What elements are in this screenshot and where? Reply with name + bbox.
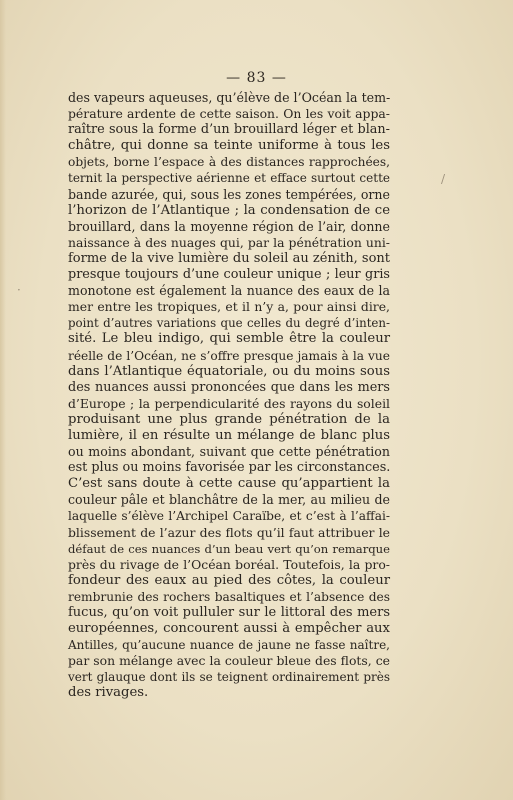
text-line: produisant une plus grande pénétration de la [68, 411, 390, 427]
margin-mark: / [441, 172, 446, 186]
text-line: européennes, concourent aussi à empêcher aux [68, 621, 390, 637]
text-line: monotone est également la nuance des eaux de la [68, 283, 390, 299]
text-line: brouillard, dans la moyenne région de l’air, donne [68, 218, 390, 234]
text-line: raître sous la forme d’un brouillard léger et blan- [68, 122, 390, 138]
text-line: Antilles, qu’aucune nuance de jaune ne fasse naître, [68, 638, 390, 653]
text-line: rembrunie des rochers basaltiques et l’absence des [68, 589, 390, 604]
text-line: vert glauque dont ils se teignent ordinairement près [68, 670, 390, 685]
text-line: ternit la perspective aérienne et efface surtout cette [68, 171, 390, 186]
text-line: pérature ardente de cette saison. On les voit appa- [68, 106, 390, 122]
text-line: châtre, qui donne sa teinte uniforme à tous les [68, 138, 390, 154]
text-line: forme de la vive lumière du soleil au zénith, sont [68, 250, 390, 266]
text-line: des rivages. [68, 685, 149, 701]
margin-spot: · [17, 283, 21, 297]
text-line: bande azurée, qui, sous les zones tempérées, orne [68, 186, 390, 202]
text-line: dans l’Atlantique équatoriale, ou du moins sous [68, 363, 390, 379]
text-line: fucus, qu’on voit pulluler sur le littoral des mers [68, 605, 390, 620]
text-line: laquelle s’élève l’Archipel Caraïbe, et c’est à l’affai- [68, 509, 390, 524]
page-edge-shadow [0, 0, 6, 800]
text-line: des vapeurs aqueuses, qu’élève de l’Océan la tem- [68, 90, 391, 105]
text-line: C’est sans doute à cette cause qu’appartient la [68, 476, 390, 492]
text-line: l’horizon de l’Atlantique ; la condensation de ce [68, 202, 390, 218]
page-number: — 83 — [226, 70, 287, 86]
text-line: naissance à des nuages qui, par la pénétration uni- [68, 234, 390, 250]
text-line: près du rivage de l’Océan boréal. Toutefois, la pro- [68, 556, 390, 572]
body-text [68, 90, 390, 702]
text-line: presque toujours d’une couleur unique ; leur gris [68, 267, 390, 283]
text-line: blissement de l’azur des flots qu’il faut attribuer le [68, 524, 390, 540]
text-line: d’Europe ; la perpendicularité des rayons du soleil [68, 395, 390, 411]
text-line: mer entre les tropiques, et il n’y a, pour ainsi dire, [68, 299, 390, 315]
text-line: fondeur des eaux au pied des côtes, la couleur [68, 572, 390, 588]
text-line: point d’autres variations que celles du degré d’inten- [68, 316, 390, 331]
text-line: des nuances aussi prononcées que dans les mers [68, 379, 390, 395]
text-line: ou moins abondant, suivant que cette pénétration [68, 444, 390, 460]
text-line: objets, borne l’espace à des distances rapprochées, [68, 155, 390, 170]
text-line: est plus ou moins favorisée par les circonstances. [68, 460, 391, 476]
text-line: couleur pâle et blanchâtre de la mer, au milieu de [68, 492, 390, 508]
text-line: lumière, il en résulte un mélange de blanc plus [68, 427, 390, 443]
text-line: réelle de l’Océan, ne s’offre presque jamais à la vue [68, 348, 390, 363]
text-line: défaut de ces nuances d’un beau vert qu’on remarque [68, 541, 390, 556]
text-line: sité. Le bleu indigo, qui semble être la couleur [68, 331, 390, 347]
text-line: par son mélange avec la couleur bleue des flots, ce [68, 653, 390, 669]
